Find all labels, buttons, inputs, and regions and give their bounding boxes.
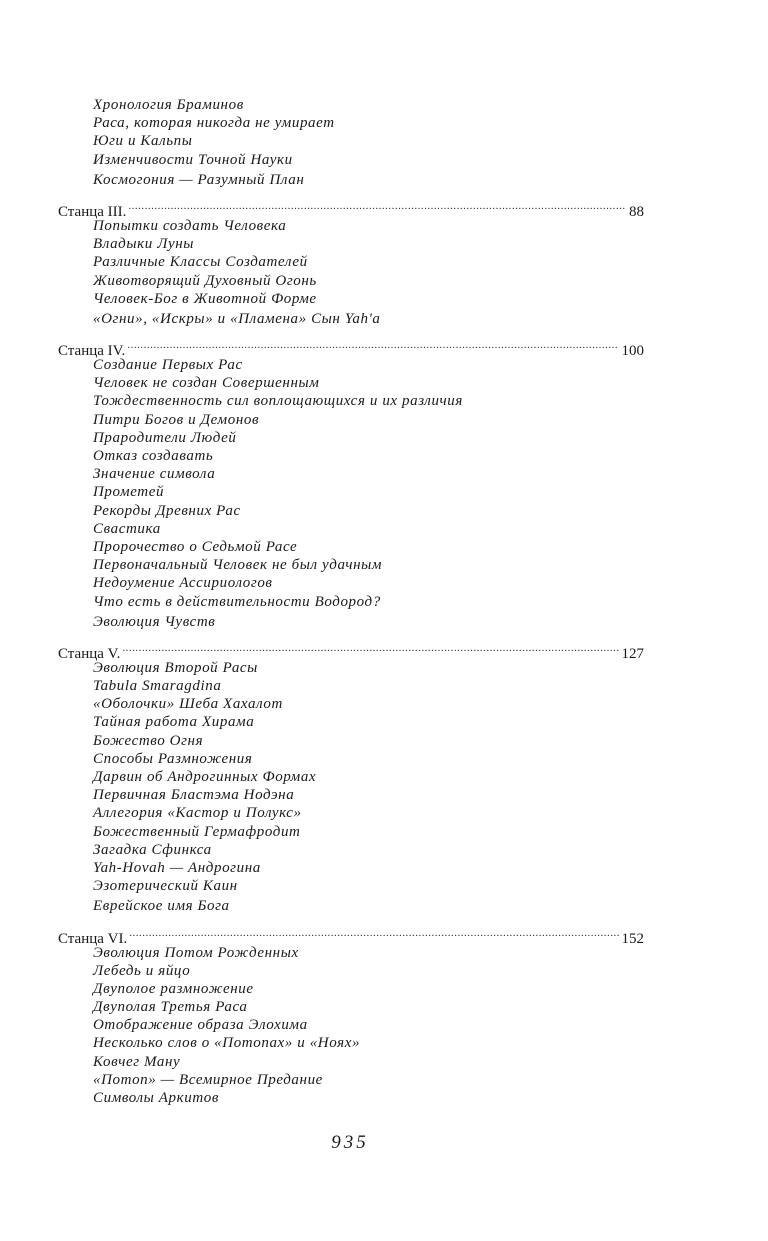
toc-subitem: Ковчег Ману — [93, 1053, 181, 1070]
toc-subitem: Различные Классы Создателей — [93, 254, 308, 271]
toc-subitem: Тайная работа Хирама — [93, 714, 255, 731]
toc-subitem: Создание Первых Рас — [93, 357, 243, 374]
stanza-heading — [58, 196, 644, 220]
dot-leader — [128, 196, 626, 216]
stanza-title: Станца IV. — [58, 343, 126, 360]
toc-subitem: Эволюция Потом Рожденных — [93, 944, 299, 961]
toc-subitem: Загадка Сфинкса — [93, 841, 212, 858]
stanza-title: Станца VI. — [58, 930, 128, 947]
toc-subitem: Двуполая Третья Раса — [93, 999, 248, 1016]
toc-subitem: Космогония — Разумный План — [93, 171, 305, 188]
toc-subitem: Недоумение Ассириологов — [93, 575, 273, 592]
toc-subitem: Первоначальный Человек не был удачным — [93, 557, 383, 574]
toc-subitem: Божественный Гермафродит — [93, 823, 301, 840]
toc-subitem: Символы Аркитов — [93, 1090, 219, 1106]
dot-leader — [129, 923, 618, 943]
toc-subitem: Еврейское имя Бога — [93, 898, 230, 915]
toc-subitem: Свастика — [93, 520, 161, 537]
stanza-page-number: 152 — [621, 930, 644, 947]
intro-items — [58, 96, 644, 189]
toc-subitem: Человек не создан Совершенным — [93, 375, 320, 392]
stanza-heading — [58, 638, 644, 662]
toc-subitem: Аллегория «Кастор и Полукс» — [93, 805, 302, 822]
toc-subitem: Дарвин об Андрогинных Формах — [93, 769, 317, 785]
stanza-title: Станца III. — [58, 203, 127, 220]
toc-subitem: Рекорды Древних Рас — [93, 502, 241, 519]
toc-subitem: Хронология Браминов — [93, 97, 244, 113]
toc-subitem: Прародители Людей — [93, 429, 237, 446]
toc-subitem: Несколько слов о «Потопах» и «Ноях» — [93, 1035, 361, 1052]
stanza-section-iii — [58, 196, 644, 328]
stanza-page-number: 127 — [621, 645, 644, 662]
toc-subitem: Владыки Луны — [93, 236, 195, 253]
toc-subitem: Прометей — [93, 484, 165, 501]
table-of-contents — [58, 96, 644, 1107]
toc-subitem: Способы Размножения — [93, 750, 253, 767]
toc-subitem: Отображение образа Элохима — [93, 1017, 308, 1034]
toc-subitem: Отказ создавать — [93, 448, 214, 464]
dot-leader — [122, 638, 618, 658]
toc-subitem: Что есть в действительности Водород? — [93, 593, 381, 610]
stanza-section-v — [58, 638, 644, 916]
toc-subitem: «Огни», «Искры» и «Пламена» Сын Yah'a — [93, 310, 381, 327]
toc-subitem: Пророчество о Седьмой Расе — [93, 538, 298, 555]
stanza-heading — [58, 923, 644, 947]
toc-subitem: Божество Огня — [93, 732, 204, 749]
toc-subitem: Двуполое размножение — [93, 980, 254, 997]
toc-subitem: Питри Богов и Демонов — [93, 411, 260, 428]
toc-subitem: Эволюция Второй Расы — [93, 659, 258, 676]
toc-subitem: Yah-Hovah — Андрогина — [93, 859, 261, 876]
stanza-heading — [58, 335, 644, 360]
dot-leader — [127, 335, 618, 355]
stanza-section-vi — [58, 923, 644, 1108]
toc-subitem: Первичная Бластэма Нодэна — [93, 787, 295, 804]
toc-subitem: Эволюция Чувств — [93, 613, 216, 630]
toc-subitem: Человек-Бог в Животной Форме — [93, 290, 317, 307]
stanza-page-number: 88 — [629, 203, 644, 220]
stanza-page-number: 100 — [621, 343, 644, 360]
toc-subitem: «Оболочки» Шеба Хахалот — [93, 696, 283, 713]
toc-subitem: Тождественность сил воплощающихся и их различия — [93, 393, 463, 410]
toc-subitem: Tabula Smaragdina — [93, 678, 222, 695]
toc-subitem: Попытки создать Человека — [93, 217, 287, 234]
stanza-section-iv — [58, 335, 644, 631]
toc-subitem: Изменчивости Точной Науки — [93, 151, 293, 168]
stanza-title: Станца V. — [58, 645, 121, 662]
toc-subitem: Раса, которая никогда не умирает — [93, 115, 335, 132]
toc-subitem: Юги и Кальпы — [93, 133, 193, 150]
page-number: 935 — [331, 1132, 369, 1153]
toc-subitem: Животворящий Духовный Огонь — [93, 272, 317, 289]
toc-subitem: Лебедь и яйцо — [93, 962, 191, 979]
toc-subitem: Значение символа — [93, 466, 216, 483]
toc-subitem: «Потоп» — Всемирное Предание — [93, 1071, 323, 1088]
toc-subitem: Эзотерический Каин — [93, 878, 238, 895]
